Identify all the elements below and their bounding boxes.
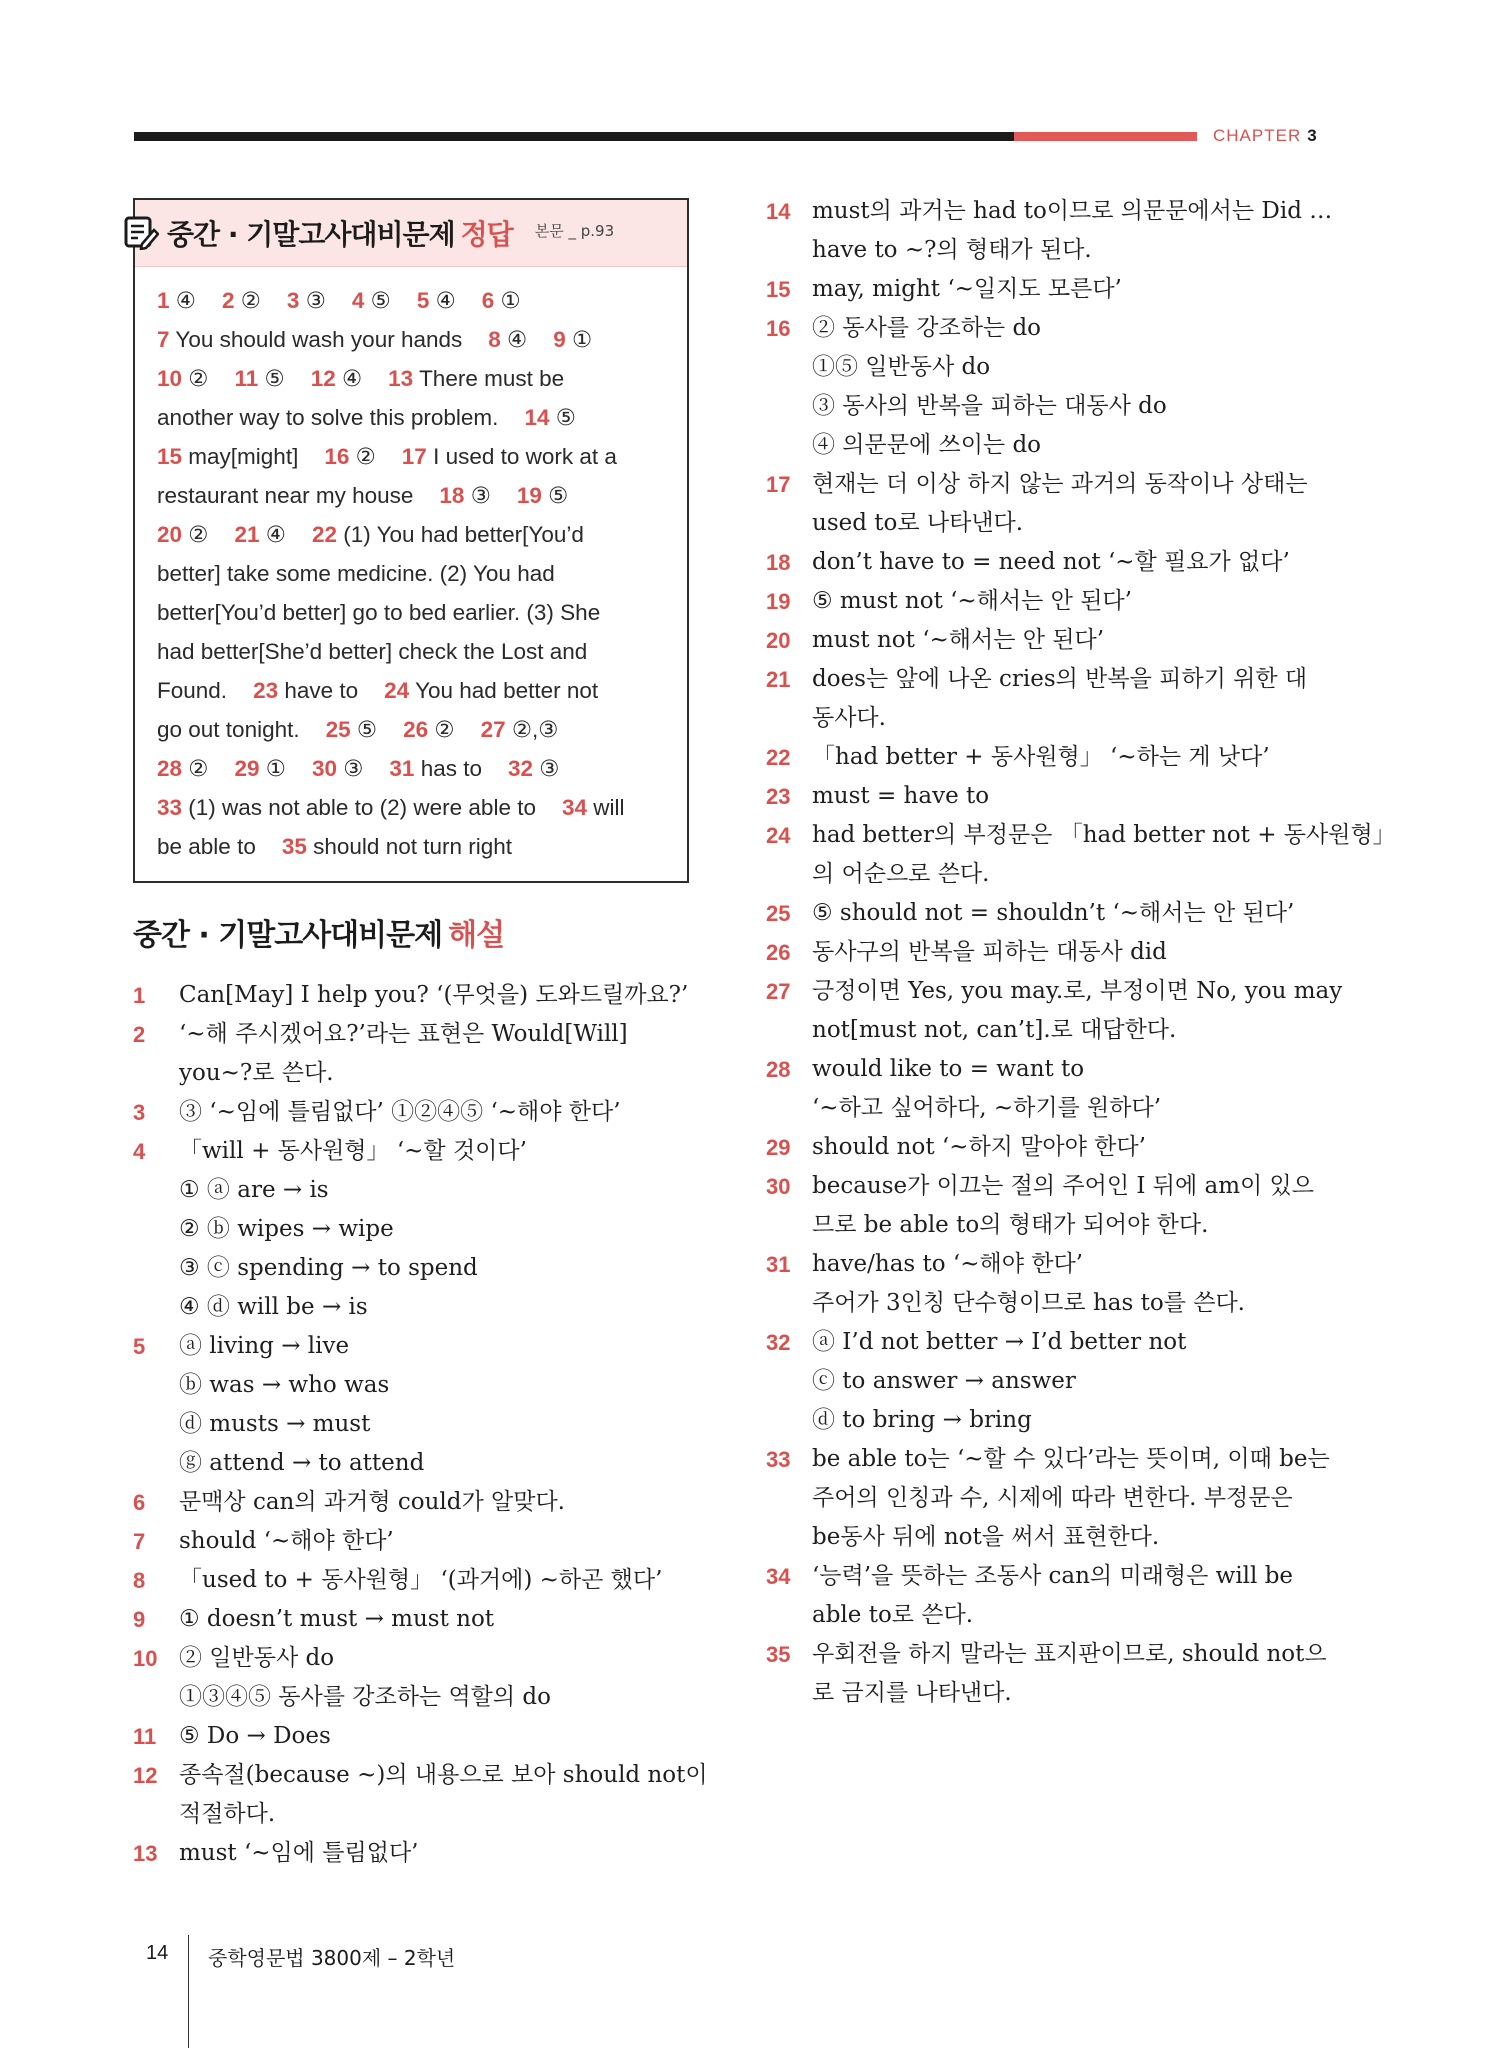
explanation-number: 4 [133, 1139, 146, 1164]
answer-line [157, 476, 665, 515]
answer-item [524, 405, 575, 430]
explanation-title-text: 중간 · 기말고사대비문제 [133, 918, 443, 953]
answer-text: better[You’d better] go to bed earlier. (3) She [157, 600, 601, 625]
explanation-column-left [133, 976, 708, 1873]
answer-text: (1) was not able to (2) were able to [188, 795, 536, 820]
explanation-item [766, 777, 1326, 816]
explanation-number: 10 [133, 1646, 158, 1671]
explanation-number: 26 [766, 940, 791, 965]
answer-number: 32 [508, 756, 534, 781]
explanation-line: must ‘~임에 틀림없다’ [179, 1840, 419, 1866]
explanation-number: 13 [133, 1841, 158, 1866]
explanation-item [766, 1167, 1326, 1245]
explanation-column-right [766, 192, 1396, 1713]
explanation-line: 문맥상 can의 과거형 could가 알맞다. [179, 1489, 565, 1515]
answer-text: ① [500, 288, 521, 313]
chapter-label [1213, 126, 1318, 146]
explanation-line: 「will + 동사원형」 ‘~할 것이다’ [179, 1138, 527, 1164]
answer-text: ④ [175, 288, 196, 313]
explanation-number: 23 [766, 784, 791, 809]
answer-item [384, 678, 598, 703]
answer-number: 27 [480, 717, 506, 742]
explanation-item [766, 309, 1326, 465]
answer-line [157, 671, 665, 710]
explanation-line: 종속절(because ~)의 내용으로 보아 should not이 [179, 1762, 708, 1788]
explanation-line: must = have to [812, 783, 990, 809]
answer-text: You should wash your hands [175, 327, 463, 352]
explanation-line: 주어의 인칭과 수, 시제에 따라 변한다. 부정문은 [812, 1485, 1293, 1511]
explanation-line: must의 과거는 had to이므로 의문문에서는 Did … [812, 198, 1333, 224]
explanation-line: ⓒ to answer → answer [812, 1368, 1076, 1394]
answer-text: better] take some medicine. (2) You had [157, 561, 555, 586]
answer-number: 34 [561, 795, 588, 820]
answer-number: 30 [311, 756, 337, 781]
explanation-line: ‘~해 주시겠어요?’라는 표현은 Would[Will] [179, 1021, 628, 1047]
answer-item [157, 366, 208, 391]
explanation-line: ③ 동사의 반복을 피하는 대동사 do [812, 393, 1167, 419]
explanation-number: 16 [766, 316, 791, 341]
answer-item [553, 327, 592, 352]
answer-number: 2 [221, 288, 235, 313]
answer-number: 21 [234, 522, 260, 547]
answer-number: 7 [157, 327, 170, 352]
explanation-item [766, 1440, 1330, 1557]
explanation-number: 34 [766, 1564, 791, 1589]
answer-line [157, 359, 665, 398]
explanation-item [766, 1050, 1326, 1128]
explanation-line: 동사구의 반복을 피하는 대동사 did [812, 939, 1167, 965]
explanation-line: 로 금지를 나타낸다. [812, 1680, 1012, 1706]
answer-text: ② [188, 522, 209, 547]
answer-text: ④ [265, 522, 286, 547]
explanation-item [133, 1327, 689, 1483]
explanation-line: be able to는 ‘~할 수 있다’라는 뜻이며, 이때 be는 [812, 1446, 1330, 1472]
explanation-item [766, 660, 1326, 738]
explanation-item [133, 1093, 689, 1132]
answer-number: 20 [157, 522, 183, 547]
footer-divider [188, 1935, 189, 2048]
answer-text: go out tonight. [157, 717, 300, 742]
explanation-item [133, 1717, 689, 1756]
explanation-number: 9 [133, 1607, 146, 1632]
explanation-item [133, 1483, 689, 1522]
answer-text: ① [265, 756, 286, 781]
answer-item [234, 522, 285, 547]
explanation-line: would like to = want to [812, 1056, 1085, 1082]
answer-number: 1 [157, 288, 170, 313]
answer-number: 24 [384, 678, 410, 703]
explanation-line: have to ~?의 형태가 된다. [812, 237, 1092, 263]
explanation-line: you~?로 쓴다. [179, 1060, 334, 1086]
answer-text: ②,③ [511, 717, 559, 742]
explanation-line: does는 앞에 나온 cries의 반복을 피하기 위한 대 [812, 666, 1308, 692]
answer-text: ③ [470, 483, 491, 508]
explanation-number: 32 [766, 1330, 791, 1355]
answer-line [157, 827, 665, 866]
answer-text: ③ [539, 756, 560, 781]
explanation-item [766, 816, 1396, 894]
explanation-item [766, 192, 1333, 270]
answer-line [157, 554, 665, 593]
explanation-line: ⓓ to bring → bring [812, 1407, 1032, 1433]
answer-text: have to [284, 678, 359, 703]
answer-item [234, 366, 284, 391]
explanation-number: 21 [766, 667, 791, 692]
explanation-line: 긍정이면 Yes, you may.로, 부정이면 No, you may [812, 978, 1343, 1004]
explanation-line: 우회전을 하지 말라는 표지판이므로, should not으 [812, 1641, 1327, 1667]
answer-item [481, 717, 559, 742]
explanation-line: ⓐ I’d not better → I’d better not [812, 1329, 1187, 1355]
explanation-line: 「had better + 동사원형」 ‘~하는 게 낫다’ [812, 744, 1270, 770]
explanation-line: ② ⓑ wipes → wipe [179, 1216, 394, 1242]
explanation-number: 6 [133, 1490, 146, 1515]
book-title: 중학영문법 3800제 – 2학년 [208, 1946, 456, 1970]
explanation-line: 주어가 3인칭 단수형이므로 has to를 쓴다. [812, 1290, 1245, 1316]
answer-text: ③ [305, 288, 326, 313]
answer-item [326, 717, 377, 742]
answer-number: 4 [351, 288, 365, 313]
explanation-number: 29 [766, 1135, 791, 1160]
answer-item [157, 561, 555, 586]
answer-text: Found. [157, 678, 228, 703]
explanation-number: 20 [766, 628, 791, 653]
explanation-number: 25 [766, 901, 791, 926]
answer-item [157, 639, 587, 664]
answer-line [157, 788, 665, 827]
answer-item [517, 483, 568, 508]
explanation-item [766, 972, 1343, 1050]
explanation-item [766, 543, 1326, 582]
explanation-line: ⓓ musts → must [179, 1411, 371, 1437]
answer-number: 19 [516, 483, 542, 508]
answer-number: 33 [157, 795, 183, 820]
answer-line [157, 593, 665, 632]
answer-item [282, 834, 512, 859]
page-number: 14 [146, 1942, 169, 1964]
answer-text: ⑤ [356, 717, 378, 742]
answer-item [562, 795, 625, 820]
explanation-line: 「used to + 동사원형」 ‘(과거에) ~하곤 했다’ [179, 1567, 663, 1593]
explanation-number: 14 [766, 199, 791, 224]
answer-text: ⑤ [264, 366, 285, 391]
answer-title-text: 중간 · 기말고사대비문제 [167, 218, 455, 251]
explanation-item [133, 1834, 689, 1873]
explanation-line: may, might ‘~일지도 모른다’ [812, 276, 1122, 302]
answer-text: ② [434, 717, 455, 742]
explanation-number: 18 [766, 550, 791, 575]
answer-number: 8 [488, 327, 501, 352]
explanation-item [766, 270, 1326, 309]
answer-number: 15 [157, 444, 183, 469]
answer-item [482, 288, 521, 313]
answer-item [157, 756, 208, 781]
answer-item [253, 678, 358, 703]
explanation-line: should not ‘~하지 말아야 한다’ [812, 1134, 1146, 1160]
answer-number: 6 [481, 288, 495, 313]
answer-item [402, 444, 617, 469]
answer-line [157, 632, 665, 671]
explanation-number: 17 [766, 472, 791, 497]
answer-number: 31 [389, 756, 415, 781]
answer-item [312, 522, 584, 547]
explanation-line: ① ⓐ are → is [179, 1177, 329, 1203]
explanation-line: able to로 쓴다. [812, 1602, 974, 1628]
explanation-number: 8 [133, 1568, 146, 1593]
explanation-number: 31 [766, 1252, 791, 1277]
explanation-number: 7 [133, 1529, 146, 1554]
explanation-line: ‘~하고 싶어하다, ~하기를 원하다’ [812, 1095, 1162, 1121]
answer-text: may[might] [188, 444, 299, 469]
answer-text: ③ [343, 756, 364, 781]
header-rule-dark [134, 132, 1014, 141]
answer-number: 23 [253, 678, 279, 703]
answer-number: 14 [524, 405, 550, 430]
explanation-line: be동사 뒤에 not을 써서 표현한다. [812, 1524, 1160, 1550]
answer-item [157, 405, 498, 430]
answer-item [157, 522, 208, 547]
answer-text: ④ [435, 288, 456, 313]
explanation-line: Can[May] I help you? ‘(무엇을) 도와드릴까요?’ [179, 982, 689, 1008]
answer-item [311, 366, 362, 391]
explanation-title-accent: 해설 [448, 918, 505, 953]
answer-item [157, 717, 300, 742]
explanation-line: ⑤ should not = shouldn’t ‘~해서는 안 된다’ [812, 900, 1295, 926]
answer-number: 22 [311, 522, 337, 547]
header-rule-accent [1014, 132, 1197, 141]
answer-item [157, 288, 196, 313]
answer-line [157, 515, 665, 554]
explanation-number: 35 [766, 1642, 791, 1667]
explanation-line: 동사다. [812, 705, 886, 731]
explanation-item [766, 621, 1326, 660]
explanation-item [133, 1600, 689, 1639]
answer-text: (1) You had better[You’d [343, 522, 584, 547]
answer-line [157, 710, 665, 749]
explanation-item [766, 582, 1326, 621]
answer-item [157, 600, 600, 625]
answer-number: 17 [401, 444, 427, 469]
answer-title-accent: 정답 [460, 218, 513, 251]
explanation-title [133, 910, 504, 954]
explanation-number: 28 [766, 1057, 791, 1082]
answer-item [222, 288, 261, 313]
explanation-line: ‘능력’을 뜻하는 조동사 can의 미래형은 will be [812, 1563, 1294, 1589]
answer-text: ④ [342, 366, 363, 391]
explanation-item [133, 1522, 689, 1561]
answer-number: 28 [157, 756, 183, 781]
explanation-line: ⓑ was → who was [179, 1372, 390, 1398]
answer-text: restaurant near my house [157, 483, 414, 508]
answer-line [157, 398, 665, 437]
explanation-line: 적절하다. [179, 1801, 276, 1827]
answer-text: ② [355, 444, 376, 469]
explanation-number: 15 [766, 277, 791, 302]
answer-box-title [167, 213, 513, 253]
explanation-item [133, 1132, 689, 1327]
explanation-item [766, 1635, 1326, 1713]
answer-item [157, 327, 462, 352]
explanation-line: ② 동사를 강조하는 do [812, 315, 1042, 341]
answer-item [324, 444, 375, 469]
explanation-line: not[must not, can’t].로 대답한다. [812, 1017, 1177, 1043]
answer-number: 3 [286, 288, 300, 313]
answer-item [508, 756, 559, 781]
answer-number: 16 [324, 444, 350, 469]
answer-text: I used to work at a [433, 444, 617, 469]
answer-text: had better[She’d better] check the Lost and [157, 639, 588, 664]
explanation-item [766, 1128, 1326, 1167]
answer-text: There must be [419, 366, 565, 391]
explanation-number: 24 [766, 823, 791, 848]
answer-number: 26 [403, 717, 429, 742]
answer-number: 35 [281, 834, 307, 859]
answer-item [417, 288, 456, 313]
chapter-word: CHAPTER [1213, 126, 1302, 145]
explanation-line: should ‘~해야 한다’ [179, 1528, 394, 1554]
answer-item [488, 327, 527, 352]
page-reference: 본문 _ p.93 [534, 221, 615, 240]
explanation-item [766, 1323, 1326, 1440]
explanation-item [766, 738, 1326, 777]
explanation-item [766, 894, 1326, 933]
answer-text: ⑤ [555, 405, 576, 430]
answer-box [133, 198, 689, 883]
answer-text: You had better not [415, 678, 599, 703]
answer-text: ② [240, 288, 261, 313]
answer-number: 9 [553, 327, 566, 352]
explanation-line: must not ‘~해서는 안 된다’ [812, 627, 1105, 653]
answer-text: ② [188, 366, 209, 391]
answer-list [135, 267, 687, 866]
explanation-number: 2 [133, 1022, 146, 1047]
answer-line [157, 320, 665, 359]
explanation-line: ①③④⑤ 동사를 강조하는 역할의 do [179, 1684, 551, 1710]
answer-item [352, 288, 391, 313]
answer-number: 25 [325, 717, 351, 742]
explanation-line: ② 일반동사 do [179, 1645, 335, 1671]
answer-item [157, 834, 256, 859]
answer-item [403, 717, 454, 742]
answer-text: will [593, 795, 625, 820]
explanation-number: 22 [766, 745, 791, 770]
explanation-number: 12 [133, 1763, 158, 1788]
answer-number: 5 [416, 288, 430, 313]
chapter-number: 3 [1307, 126, 1318, 145]
explanation-number: 33 [766, 1447, 791, 1472]
answer-text: ① [571, 327, 593, 352]
answer-box-header [135, 200, 687, 267]
answer-item [312, 756, 363, 781]
answer-text: ⑤ [548, 483, 569, 508]
answer-number: 12 [310, 366, 336, 391]
explanation-number: 27 [766, 979, 791, 1004]
answer-item [157, 444, 298, 469]
explanation-line: used to로 나타낸다. [812, 510, 1024, 536]
answer-number: 13 [388, 366, 414, 391]
notepad-pencil-icon [123, 214, 159, 250]
explanation-number: 11 [133, 1724, 157, 1749]
explanation-line: ④ 의문문에 쓰이는 do [812, 432, 1042, 458]
answer-item [157, 483, 413, 508]
explanation-item [133, 1756, 708, 1834]
explanation-line: ① doesn’t must → must not [179, 1606, 495, 1632]
explanation-line: had better의 부정문은 「had better not + 동사원형」 [812, 822, 1396, 848]
explanation-item [133, 1639, 689, 1717]
answer-line [157, 749, 665, 788]
explanation-item [766, 465, 1326, 543]
answer-item [157, 678, 227, 703]
answer-number: 29 [234, 756, 260, 781]
answer-number: 11 [234, 366, 259, 391]
explanation-line: because가 이끄는 절의 주어인 I 뒤에 am이 있으 [812, 1173, 1314, 1199]
explanation-line: have/has to ‘~해야 한다’ [812, 1251, 1083, 1277]
answer-text: ④ [507, 327, 528, 352]
explanation-line: ④ ⓓ will be → is [179, 1294, 368, 1320]
explanation-number: 30 [766, 1174, 791, 1199]
answer-text: be able to [157, 834, 256, 859]
answer-text: ⑤ [370, 288, 391, 313]
answer-text: should not turn right [313, 834, 513, 859]
answer-item [388, 366, 564, 391]
explanation-line: ③ ‘~임에 틀림없다’ ①②④⑤ ‘~해야 한다’ [179, 1099, 621, 1125]
answer-text: has to [420, 756, 482, 781]
explanation-line: ③ ⓒ spending → to spend [179, 1255, 478, 1281]
answer-item [234, 756, 285, 781]
explanation-item [766, 1245, 1326, 1323]
explanation-line: 의 어순으로 쓴다. [812, 861, 990, 887]
explanation-number: 5 [133, 1334, 146, 1359]
answer-line [157, 437, 665, 476]
explanation-item [133, 976, 689, 1015]
answer-item [157, 795, 536, 820]
answer-item [389, 756, 482, 781]
answer-number: 18 [439, 483, 465, 508]
explanation-line: 현재는 더 이상 하지 않는 과거의 동작이나 상태는 [812, 471, 1308, 497]
explanation-line: ⑤ must not ‘~해서는 안 된다’ [812, 588, 1132, 614]
answer-line [157, 281, 665, 320]
answer-item [439, 483, 490, 508]
explanation-number: 1 [133, 983, 146, 1008]
explanation-line: don’t have to = need not ‘~할 필요가 없다’ [812, 549, 1290, 575]
explanation-line: 므로 be able to의 형태가 되어야 한다. [812, 1212, 1209, 1238]
explanation-line: ⓖ attend → to attend [179, 1450, 425, 1476]
explanation-item [133, 1015, 689, 1093]
explanation-item [766, 933, 1326, 972]
explanation-item [133, 1561, 689, 1600]
answer-item [287, 288, 326, 313]
explanation-item [766, 1557, 1326, 1635]
answer-text: ② [188, 756, 209, 781]
explanation-number: 19 [766, 589, 791, 614]
explanation-line: ⓐ living → live [179, 1333, 350, 1359]
answer-text: another way to solve this problem. [157, 405, 499, 430]
answer-number: 10 [157, 366, 183, 391]
explanation-line: ⑤ Do → Does [179, 1723, 331, 1749]
explanation-number: 3 [133, 1100, 146, 1125]
explanation-line: ①⑤ 일반동사 do [812, 354, 991, 380]
